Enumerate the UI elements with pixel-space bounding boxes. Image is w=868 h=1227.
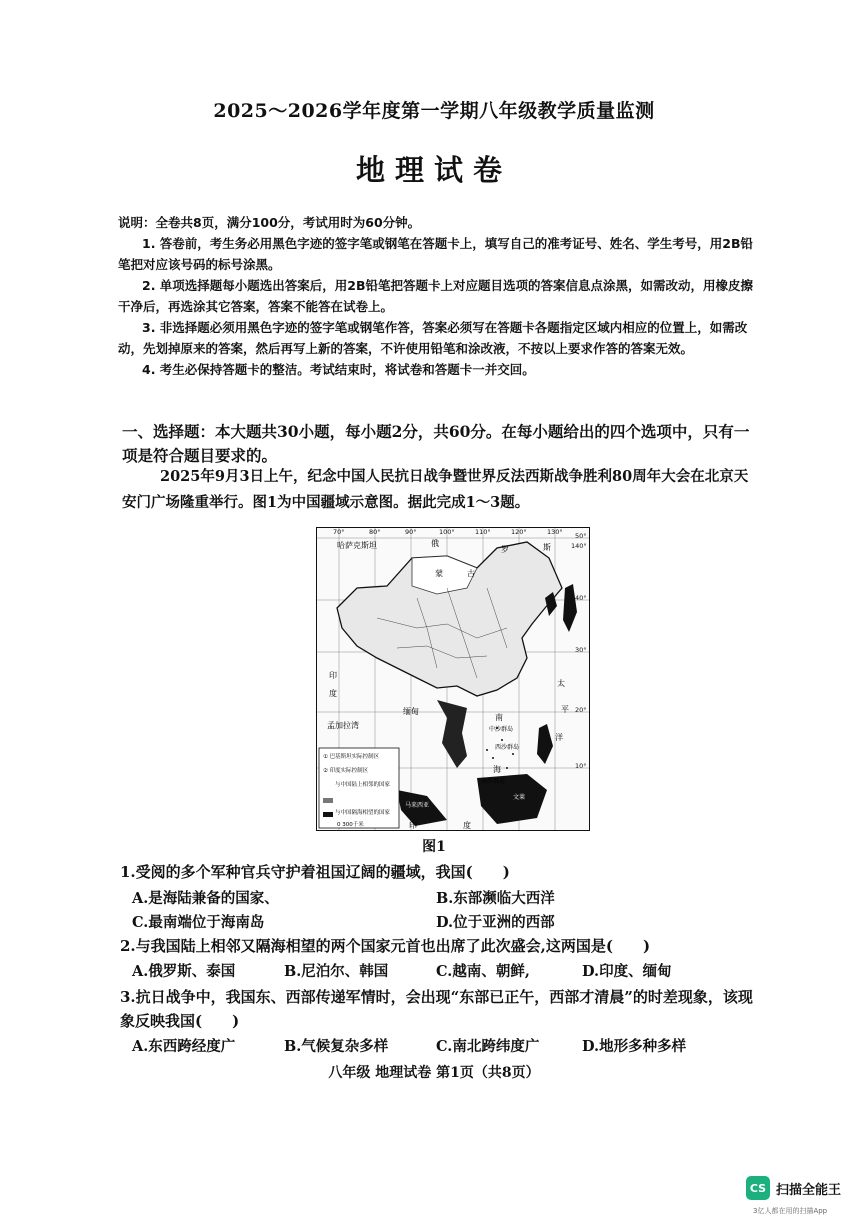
legend-item: 与中国陆上相邻的国家 xyxy=(335,782,391,788)
longitude-label: 100° xyxy=(439,528,455,536)
question-2-option-d[interactable]: D.印度、缅甸 xyxy=(582,963,672,980)
latitude-label: 20° xyxy=(575,706,587,714)
longitude-label: 70° xyxy=(333,528,345,536)
question-2-option-b[interactable]: B.尼泊尔、韩国 xyxy=(284,963,389,980)
instruction-item: 2. 单项选择题每小题选出答案后，用2B铅笔把答题卡上对应题目选项的答案信息点涂黑，如需改动，用橡皮擦干净后，再选涂其它答案，答案不能答在试卷上。 xyxy=(118,278,754,314)
map-label: 印 xyxy=(329,671,337,680)
scanner-tagline: 3亿人都在用的扫描App xyxy=(753,1207,828,1215)
question-1-option-b[interactable]: B.东部濒临大西洋 xyxy=(436,890,555,907)
instructions xyxy=(118,212,758,380)
legend-item: ① 巴基斯坦实际控制区 xyxy=(323,754,380,760)
map-label: 蒙 xyxy=(435,569,443,578)
page-footer: 八年级 地理试卷 第1页（共8页） xyxy=(328,1065,540,1081)
longitude-label: 140° xyxy=(571,542,587,550)
map-label: 文莱 xyxy=(513,794,526,801)
question-1-option-c[interactable]: C.最南端位于海南岛 xyxy=(132,914,265,931)
legend-item: ② 印度实际控制区 xyxy=(323,768,369,774)
scanner-watermark xyxy=(746,1176,841,1200)
latitude-label: 30° xyxy=(575,646,587,654)
longitude-label: 130° xyxy=(547,528,563,536)
map-label: 罗 xyxy=(501,545,509,554)
latitude-label: 10° xyxy=(575,762,587,770)
map-label: 马来西亚 xyxy=(405,802,430,809)
map-label: 太 xyxy=(557,679,565,688)
map-label: 俄 xyxy=(431,539,439,548)
map-label: 印 xyxy=(409,821,417,830)
map-label: 哈萨克斯坦 xyxy=(337,541,377,550)
map-label: 海 xyxy=(493,765,501,774)
instructions-intro: 说明：全卷共8页，满分100分，考试用时为60分钟。 xyxy=(118,215,421,230)
question-1-option-d[interactable]: D.位于亚洲的西部 xyxy=(436,914,555,931)
legend-swatch-land xyxy=(323,798,333,803)
instruction-item: 4. 考生必保持答题卡的整洁。考试结束时，将试卷和答题卡一并交回。 xyxy=(142,362,535,377)
legend-swatch-sea xyxy=(323,812,333,817)
philippines-shape xyxy=(537,724,553,764)
question-1-option-a[interactable]: A.是海陆兼备的国家、 xyxy=(132,890,279,907)
indochina-shape xyxy=(437,700,467,768)
map-label: 南 xyxy=(495,713,503,722)
instruction-item: 3. 非选择题必须用黑色字迹的签字笔或钢笔作答，答案必须写在答题卡各题指定区域内相应的位置上，如需改动，先划掉原来的答案，然后再写上新的答案，不许使用铅笔和涂改液，不按以上要求作答的答案无效。 xyxy=(118,320,748,356)
question-3-option-d[interactable]: D.地形多种多样 xyxy=(582,1038,687,1055)
passage: 2025年9月3日上午，纪念中国人民抗日战争暨世界反法西斯战争胜利80周年大会在北京天安门广场隆重举行。图1为中国疆域示意图。据此完成1～3题。 xyxy=(122,468,749,511)
question-2-stem: 2.与我国陆上相邻又隔海相望的两个国家元首也出席了此次盛会,这两国是( ) xyxy=(120,937,651,955)
map-label: 南沙群岛 xyxy=(481,778,506,785)
question-3-stem: 3.抗日战争中，我国东、西部传递军情时，会出现“东部已正午，西部才清晨”的时差现象，该现象反映我国( ) xyxy=(120,988,753,1030)
map-label: 孟加拉湾 xyxy=(327,721,359,730)
camscanner-logo-icon: CS xyxy=(746,1176,770,1200)
instruction-item: 1. 答卷前，考生务必用黑色字迹的签字笔或钢笔在答题卡上，填写自己的准考证号、姓名、学生考号，用2B铅笔把对应该号码的标号涂黑。 xyxy=(118,236,754,272)
map-label: 缅甸 xyxy=(403,707,419,716)
latitude-label: 50° xyxy=(575,532,587,540)
longitude-label: 120° xyxy=(511,528,527,536)
scanner-name: 扫描全能王 xyxy=(776,1182,842,1198)
map-label: 洋 xyxy=(555,733,563,742)
subject-title: 地理试卷 xyxy=(355,153,512,187)
legend-item: 与中国隔海相望的国家 xyxy=(335,810,391,816)
latitude-label: 40° xyxy=(575,594,587,602)
japan-shape xyxy=(563,584,577,632)
map-label: 平 xyxy=(561,705,569,714)
section-heading: 一、选择题：本大题共30小题，每小题2分，共60分。在每小题给出的四个选项中，只有一项是符合题目要求的。 xyxy=(122,422,750,465)
map-label: 度 xyxy=(329,689,337,698)
figure-caption: 图1 xyxy=(422,839,446,855)
map-label: 斯 xyxy=(543,543,551,552)
exam-title: 2025～2026学年度第一学期八年级教学质量监测 xyxy=(213,100,655,122)
map-label: 中沙群岛 xyxy=(489,726,514,733)
longitude-label: 80° xyxy=(369,528,381,536)
question-3-option-c[interactable]: C.南北跨纬度广 xyxy=(436,1038,540,1055)
longitude-label: 110° xyxy=(475,528,491,536)
question-3-option-a[interactable]: A.东西跨经度广 xyxy=(132,1038,236,1055)
map-label: 西沙群岛 xyxy=(495,744,520,751)
map-scale: 0 300千米 xyxy=(337,822,364,828)
question-1-stem: 1.受阅的多个军种官兵守护着祖国辽阔的疆域，我国( ) xyxy=(120,863,510,881)
longitude-label: 90° xyxy=(405,528,417,536)
map-label: 度 xyxy=(463,821,471,830)
question-2-option-c[interactable]: C.越南、朝鲜, xyxy=(436,963,530,980)
question-3-option-b[interactable]: B.气候复杂多样 xyxy=(284,1038,389,1055)
china-territory-map xyxy=(316,527,590,831)
question-2-option-a[interactable]: A.俄罗斯、泰国 xyxy=(132,963,236,980)
map-label: 古 xyxy=(467,569,475,578)
